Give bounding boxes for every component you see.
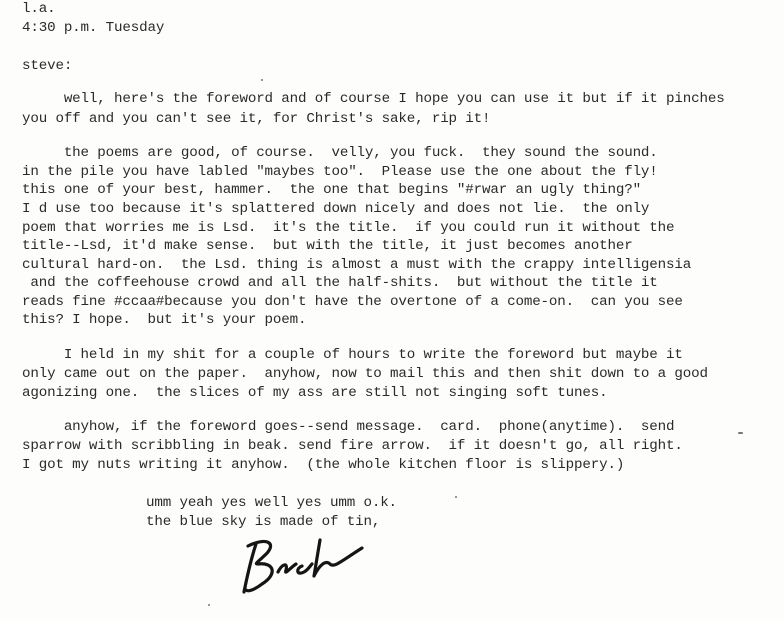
letter-time: 4:30 p.m. Tuesday <box>22 20 165 36</box>
paragraph-2-line-10: this? I hope. but it's your poem. <box>22 312 307 328</box>
ink-speck <box>738 432 743 434</box>
paragraph-3-line-2: only came out on the paper. anyhow, now to mail this and then shit down to a good <box>22 366 708 382</box>
paragraph-2-line-9: reads fine #ccaa#because you don't have the overtone of a come-on. can you see <box>22 294 683 310</box>
paragraph-2-line-6: title--Lsd, it'd make sense. but with the title, it just becomes another <box>22 238 633 254</box>
ink-speck <box>455 496 457 498</box>
paragraph-4-line-2: sparrow with scribbling in beak. send fire arrow. if it doesn't go, all right. <box>22 438 683 454</box>
paragraph-2-line-8: and the coffeehouse crowd and all the half-shits. but without the title it <box>22 275 658 291</box>
paragraph-1-line-1: well, here's the foreword and of course I hope you can use it but if it pinches <box>22 91 725 107</box>
paragraph-2-line-2: in the pile you have labled "maybes too". Please use the one about the fly! <box>22 164 658 180</box>
paragraph-1-line-2: you off and you can't see it, for Christ's sake, rip it! <box>22 111 491 127</box>
closing-line-2: the blue sky is made of tin, <box>146 514 381 530</box>
letter-place: l.a. <box>22 1 56 17</box>
closing-line-1: umm yeah yes well yes umm o.k. <box>146 495 397 511</box>
paragraph-4-line-1: anyhow, if the foreword goes--send message. card. phone(anytime). send <box>22 419 675 435</box>
paragraph-3-line-1: I held in my shit for a couple of hours to write the foreword but maybe it <box>22 347 683 363</box>
ink-speck <box>208 604 210 606</box>
salutation: steve: <box>22 58 73 74</box>
ink-speck <box>261 79 263 81</box>
handwritten-signature <box>234 534 374 598</box>
paragraph-3-line-3: agonizing one. the slices of my ass are still not singing soft tunes. <box>22 385 608 401</box>
paragraph-2-line-1: the poems are good, of course. velly, you fuck. they sound the sound. <box>22 145 658 161</box>
paragraph-4-line-3: I got my nuts writing it anyhow. (the whole kitchen floor is slippery.) <box>22 457 625 473</box>
paragraph-2-line-3: this one of your best, hammer. the one that begins "#rwar an ugly thing?" <box>22 182 641 198</box>
paragraph-2-line-7: cultural hard-on. the Lsd. thing is almost a must with the crappy intelligensia <box>22 257 692 273</box>
paragraph-2-line-5: poem that worries me is Lsd. it's the title. if you could run it without the <box>22 220 675 236</box>
paragraph-2-line-4: I d use too because it's splattered down nicely and does not lie. the only <box>22 201 650 217</box>
